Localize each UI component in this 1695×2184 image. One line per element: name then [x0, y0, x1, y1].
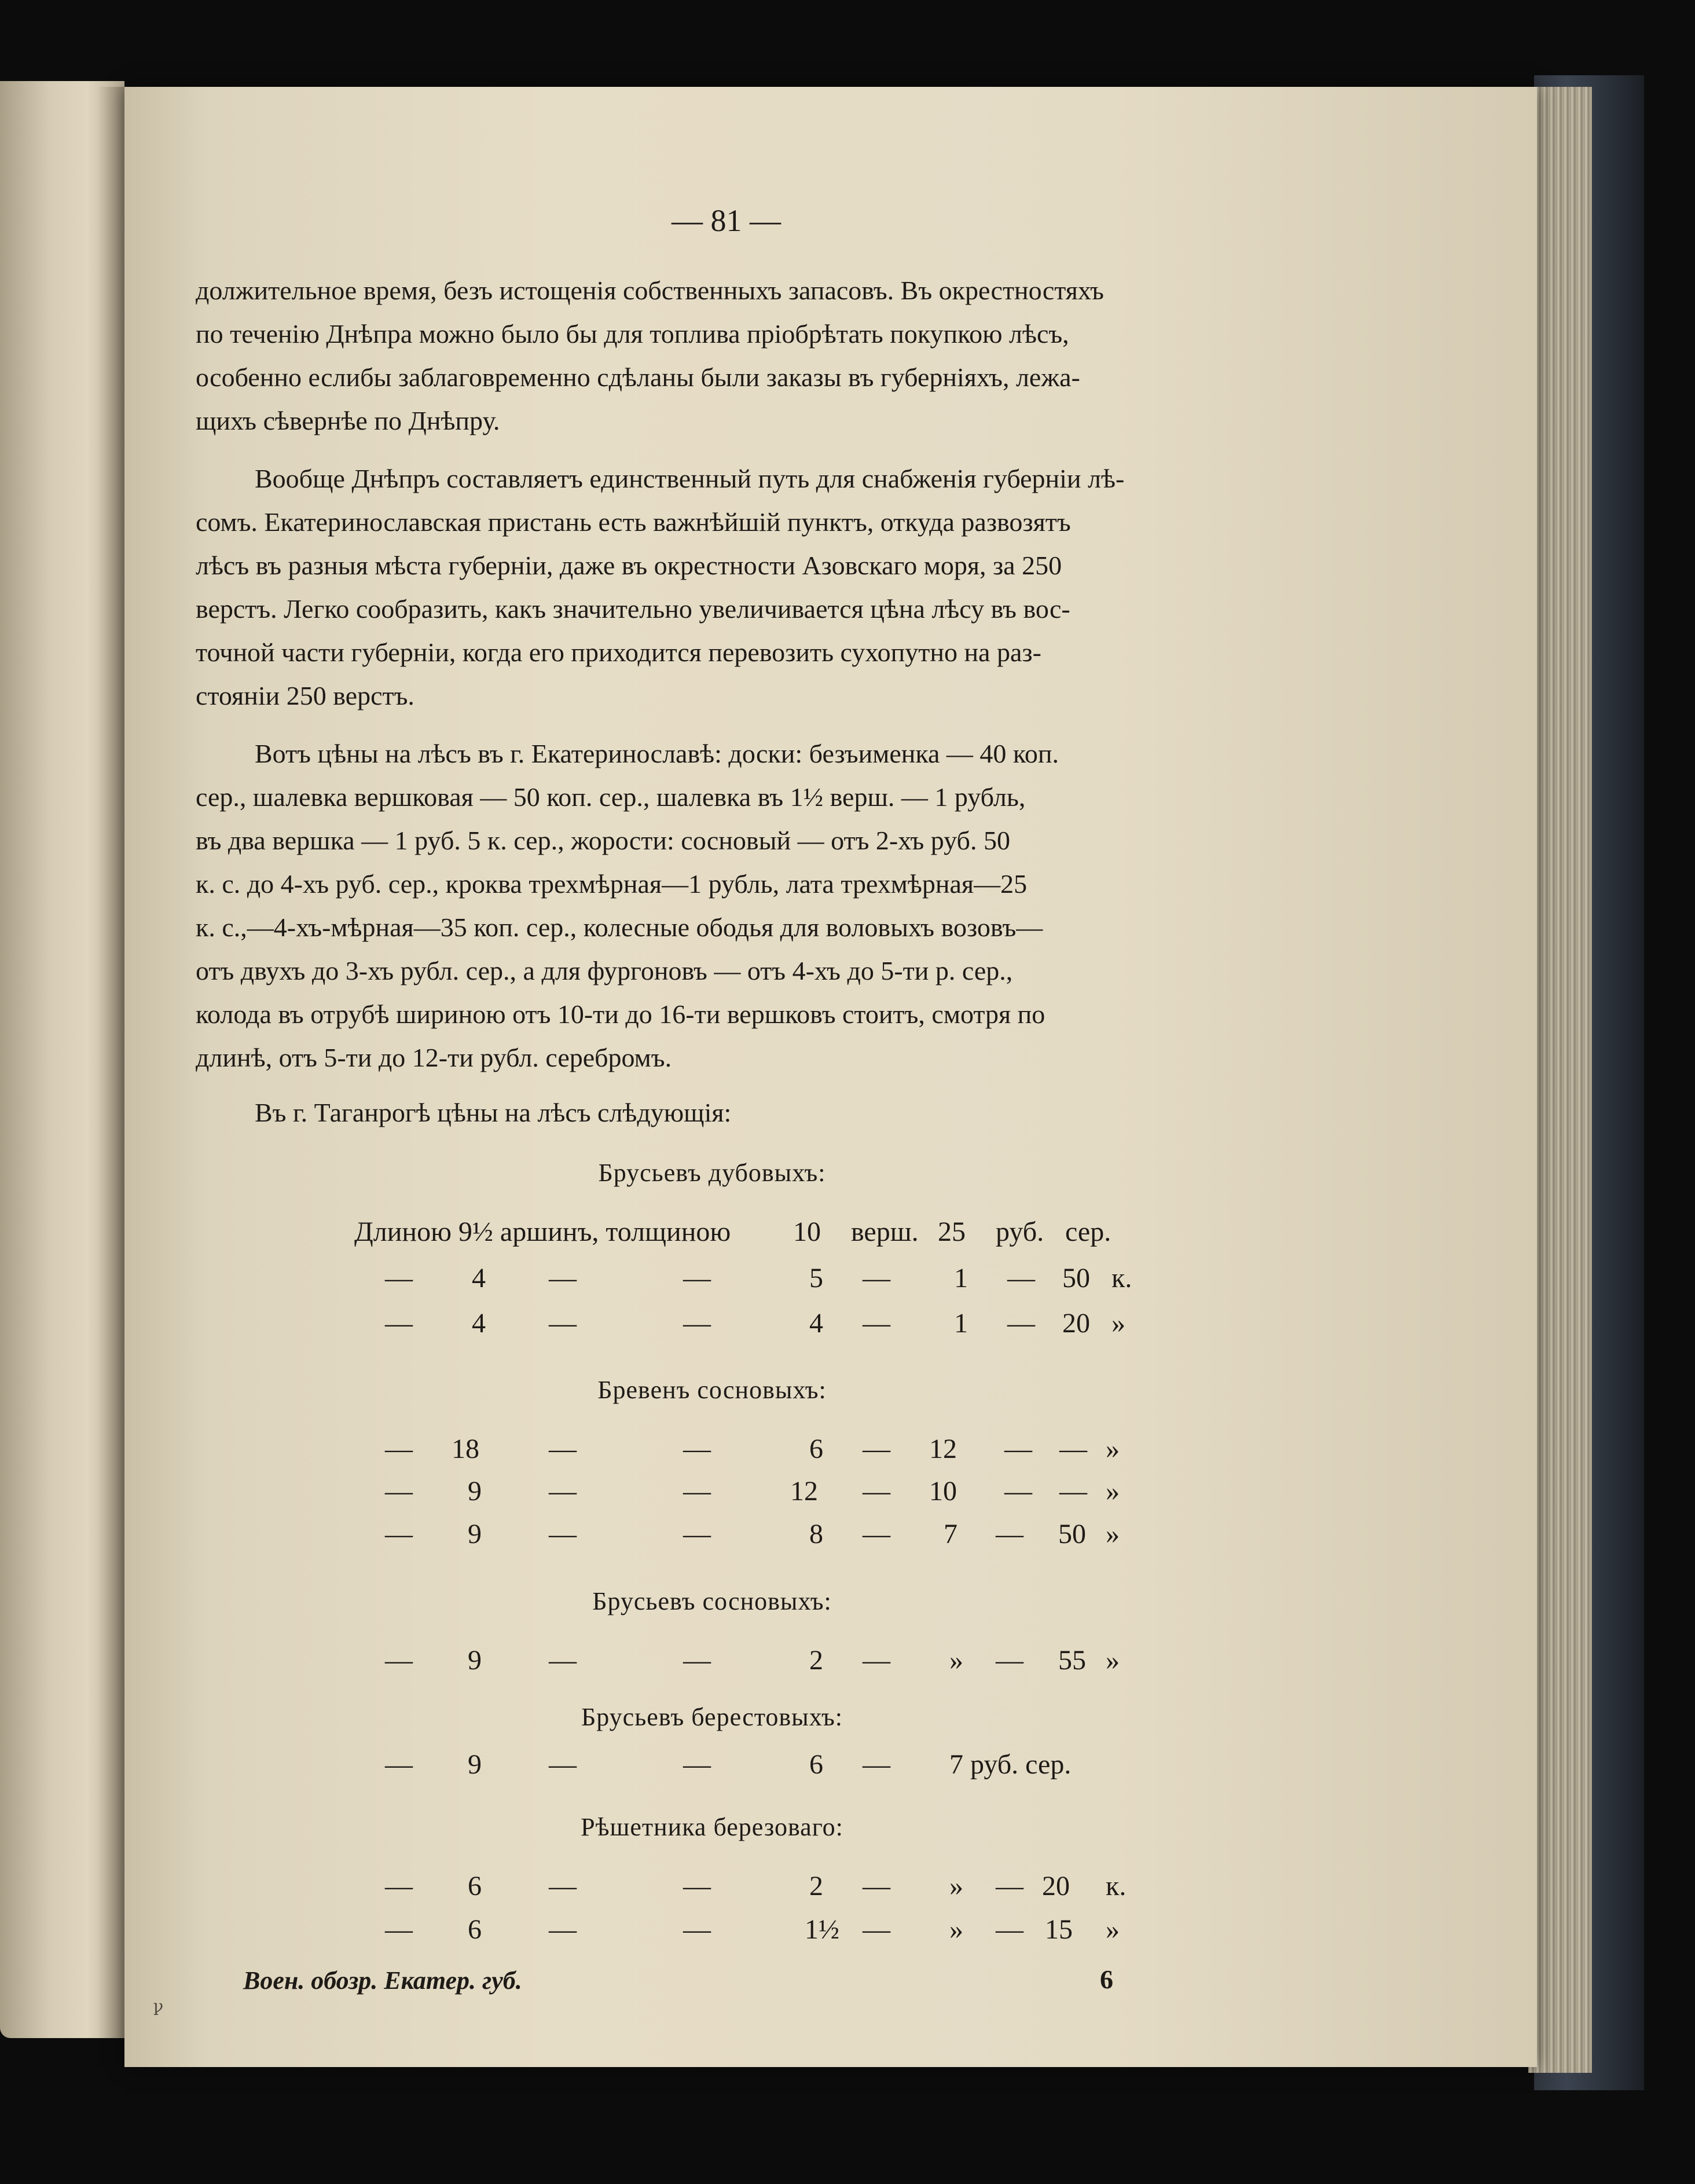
row-cell: 12 — [790, 1476, 818, 1507]
row-cell: — — [863, 1519, 890, 1549]
price-row — [0, 1749, 1695, 1783]
row-cell: — — [863, 1871, 890, 1901]
price-row — [0, 1518, 1695, 1553]
price-row — [0, 1870, 1695, 1905]
row-cell: — — [1059, 1476, 1087, 1507]
row-cell: — — [549, 1308, 577, 1339]
row-cell: 9 — [468, 1519, 482, 1549]
row-cell: 6 — [468, 1871, 482, 1901]
text-line: по теченію Днѣпра можно было бы для топлива пріобрѣтать покупкою лѣсъ, — [196, 319, 1069, 349]
row-cell: 10 — [793, 1216, 821, 1247]
price-row — [0, 1262, 1695, 1297]
row-cell: » — [949, 1914, 963, 1945]
section-heading: Бревенъ сосновыхъ: — [597, 1376, 827, 1404]
row-cell: — — [683, 1308, 711, 1339]
row-cell: 9 — [468, 1476, 482, 1507]
price-row — [0, 1644, 1695, 1679]
row-cell: — — [549, 1434, 577, 1464]
row-cell: 4 — [809, 1308, 823, 1339]
row-cell: 6 — [809, 1434, 823, 1464]
row-cell: к. — [1106, 1871, 1127, 1901]
row-cell: — — [1059, 1434, 1087, 1464]
price-row — [0, 1914, 1695, 1948]
row-cell: 6 — [468, 1914, 482, 1945]
row-cell: — — [385, 1434, 413, 1464]
row-cell: — — [683, 1871, 711, 1901]
row-cell: — — [549, 1263, 577, 1293]
section-heading: Брусьевъ берестовыхъ: — [581, 1703, 843, 1731]
row-cell: » — [949, 1871, 963, 1901]
row-cell: — — [385, 1914, 413, 1945]
text-line: въ два вершка — 1 руб. 5 к. сер., жорости: сосновый — отъ 2-хъ руб. 50 — [196, 826, 1010, 855]
row-cell: — — [996, 1871, 1023, 1901]
text-line: Вообще Днѣпръ составляетъ единственный путь для снабженія губерніи лѣ- — [255, 464, 1125, 493]
row-cell: 55 — [1058, 1645, 1086, 1676]
row-cell: 7 — [944, 1519, 957, 1549]
text-line: сомъ. Екатеринославская пристань есть важнѣйшій пунктъ, откуда развозятъ — [196, 507, 1071, 537]
row-cell: — — [863, 1263, 890, 1293]
price-row — [0, 1475, 1695, 1510]
row-cell: — — [683, 1476, 711, 1507]
section-heading: Рѣшетника березоваго: — [581, 1813, 843, 1841]
row-cell: — — [683, 1749, 711, 1780]
row-cell: — — [996, 1645, 1023, 1676]
row-cell: 2 — [809, 1645, 823, 1676]
price-row — [0, 1307, 1695, 1342]
row-cell: — — [1004, 1476, 1032, 1507]
row-cell: » — [949, 1645, 963, 1676]
row-cell: » — [1106, 1914, 1120, 1945]
text-line: отъ двухъ до 3-хъ рубл. сер., а для фургоновъ — отъ 4-хъ до 5-ти р. сер., — [196, 956, 1013, 985]
text-line: Вотъ цѣны на лѣсъ въ г. Екатеринославѣ: доски: безъименка — 40 коп. — [255, 739, 1059, 768]
text-line: стояніи 250 верстъ. — [196, 681, 414, 710]
margin-mark: ꝩ — [153, 1998, 164, 2016]
section-heading: Брусьевъ сосновыхъ: — [592, 1587, 832, 1615]
row-cell: 9 — [468, 1645, 482, 1676]
row-cell: Длиною 9½ аршинъ, толщиною — [354, 1216, 731, 1247]
row-cell: — — [683, 1645, 711, 1676]
row-cell: — — [385, 1476, 413, 1507]
row-cell: — — [385, 1308, 413, 1339]
row-cell: 9 — [468, 1749, 482, 1780]
row-cell: 1 — [954, 1308, 968, 1339]
row-cell: — — [863, 1308, 890, 1339]
row-cell: — — [549, 1871, 577, 1901]
row-cell: » — [1106, 1519, 1120, 1549]
text-line: щихъ сѣвернѣе по Днѣпру. — [196, 406, 500, 435]
row-cell: 4 — [472, 1263, 486, 1293]
row-cell: 20 — [1042, 1871, 1070, 1901]
row-cell: 25 — [938, 1216, 966, 1247]
row-cell: 50 — [1062, 1263, 1090, 1293]
row-cell: 4 — [472, 1308, 486, 1339]
row-cell: сер. — [1065, 1216, 1111, 1247]
row-cell: » — [1106, 1434, 1120, 1464]
row-cell: — — [863, 1749, 890, 1780]
row-cell: — — [549, 1749, 577, 1780]
row-cell: — — [683, 1519, 711, 1549]
page-number: — 81 — — [672, 203, 781, 238]
row-cell: 10 — [929, 1476, 957, 1507]
row-cell: — — [385, 1749, 413, 1780]
row-cell: 12 — [929, 1434, 957, 1464]
price-row — [0, 1433, 1695, 1468]
row-cell: — — [863, 1476, 890, 1507]
row-cell: 1 — [954, 1263, 968, 1293]
row-cell: — — [385, 1645, 413, 1676]
section-heading: Брусьевъ дубовыхъ: — [598, 1159, 826, 1187]
text-line: Въ г. Таганрогѣ цѣны на лѣсъ слѣдующія: — [255, 1098, 732, 1127]
row-cell: » — [1111, 1308, 1125, 1339]
row-cell: — — [863, 1914, 890, 1945]
row-cell: — — [1004, 1434, 1032, 1464]
row-cell: 20 — [1062, 1308, 1090, 1339]
row-cell: — — [683, 1434, 711, 1464]
row-cell: — — [385, 1263, 413, 1293]
text-line: лѣсъ въ разныя мѣста губерніи, даже въ окрестности Азовскаго моря, за 250 — [196, 551, 1062, 580]
row-cell: — — [996, 1914, 1023, 1945]
text-line: длинѣ, отъ 5-ти до 12-ти рубл. серебромъ. — [196, 1043, 672, 1072]
row-cell: — — [549, 1519, 577, 1549]
row-cell: — — [385, 1519, 413, 1549]
text-line: к. с.,—4-хъ-мѣрная—35 коп. сер., колесные ободья для воловыхъ возовъ— — [196, 913, 1043, 942]
row-cell: — — [683, 1914, 711, 1945]
row-cell: — — [549, 1914, 577, 1945]
row-cell: 1½ — [805, 1914, 839, 1945]
text-line: колода въ отрубѣ шириною отъ 10-ти до 16-ти вершковъ стоитъ, смотря по — [196, 999, 1045, 1029]
text-line: к. с. до 4-хъ руб. сер., кроква трехмѣрная—1 рубль, лата трехмѣрная—25 — [196, 869, 1028, 899]
row-cell: — — [863, 1645, 890, 1676]
row-cell: » — [1106, 1645, 1120, 1676]
price-row — [0, 1216, 1695, 1251]
row-cell: — — [549, 1476, 577, 1507]
row-cell: — — [1007, 1263, 1035, 1293]
row-cell: руб. — [996, 1216, 1044, 1247]
row-cell: 6 — [809, 1749, 823, 1780]
row-cell: — — [863, 1434, 890, 1464]
row-cell: — — [385, 1871, 413, 1901]
row-cell: 50 — [1058, 1519, 1086, 1549]
text-line: точной части губерніи, когда его приходится перевозить сухопутно на раз- — [196, 637, 1041, 667]
text-line: верстъ. Легко сообразить, какъ значительно увеличивается цѣна лѣсу въ вос- — [196, 594, 1070, 624]
row-cell: 18 — [452, 1434, 479, 1464]
row-cell: 5 — [809, 1263, 823, 1293]
row-cell: — — [683, 1263, 711, 1293]
row-cell: 8 — [809, 1519, 823, 1549]
row-cell: верш. — [851, 1216, 919, 1247]
row-cell: — — [1007, 1308, 1035, 1339]
text-line: сер., шалевка вершковая — 50 коп. сер., шалевка въ 1½ верш. — 1 рубль, — [196, 782, 1026, 812]
footer-signature: Воен. обозр. Екатер. губ. — [243, 1966, 522, 1995]
row-cell: — — [996, 1519, 1023, 1549]
row-cell: — — [549, 1645, 577, 1676]
row-cell: 2 — [809, 1871, 823, 1901]
row-cell: к. — [1111, 1263, 1132, 1293]
row-cell: 7 руб. сер. — [949, 1749, 1072, 1780]
text-line: должительное время, безъ истощенія собственныхъ запасовъ. Въ окрестностяхъ — [196, 276, 1104, 305]
signature-mark: 6 — [1100, 1965, 1113, 1994]
row-cell: 15 — [1045, 1914, 1073, 1945]
row-cell: » — [1106, 1476, 1120, 1507]
text-line: особенно еслибы заблаговременно сдѣланы были заказы въ губерніяхъ, лежа- — [196, 362, 1080, 392]
